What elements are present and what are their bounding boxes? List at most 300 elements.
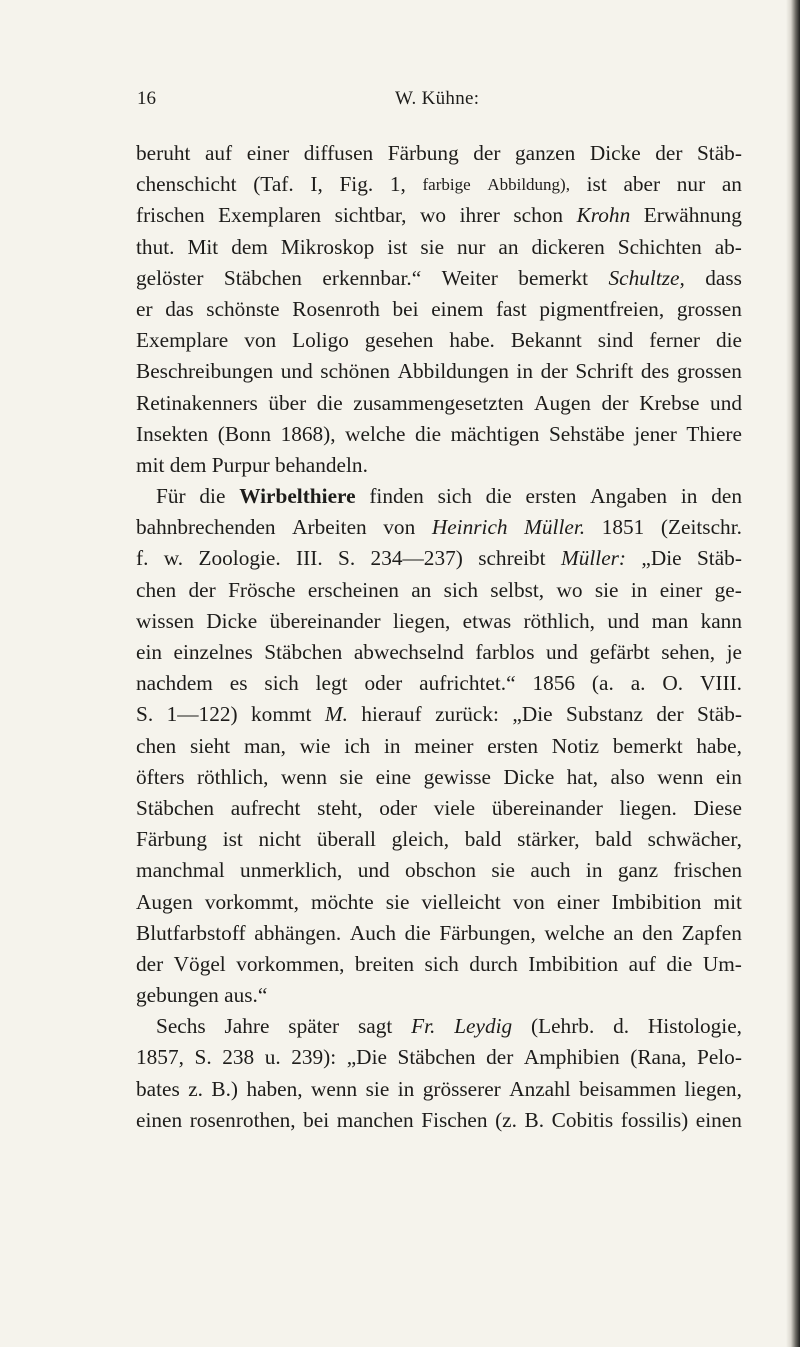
word: also bbox=[610, 764, 645, 789]
text-line bbox=[136, 512, 742, 543]
word: an bbox=[411, 577, 432, 602]
word: der bbox=[656, 702, 684, 727]
word: (z. bbox=[495, 1107, 517, 1132]
word: S. bbox=[136, 702, 154, 727]
word: Augen bbox=[534, 390, 591, 415]
word: etwas bbox=[462, 608, 512, 633]
word: sie bbox=[339, 764, 364, 789]
word: von bbox=[383, 515, 416, 540]
word: übereinander bbox=[269, 608, 381, 633]
word: einem bbox=[431, 296, 484, 321]
word: w. bbox=[163, 546, 184, 571]
word: einzelnes bbox=[173, 640, 253, 664]
text-line bbox=[136, 294, 742, 325]
word: die bbox=[404, 920, 431, 945]
word: öfters bbox=[136, 764, 185, 789]
word: Krohn bbox=[576, 203, 631, 228]
word: sich bbox=[443, 577, 478, 602]
word: Wirbelthiere bbox=[239, 484, 356, 509]
body-text bbox=[136, 138, 742, 1136]
word: welche bbox=[345, 421, 406, 446]
word: zurück: bbox=[435, 702, 499, 727]
word: und bbox=[357, 858, 390, 883]
word: bates bbox=[136, 1076, 180, 1101]
word: mit bbox=[136, 452, 165, 477]
word: auch bbox=[530, 858, 571, 883]
word: Schrift bbox=[575, 359, 634, 384]
word: in bbox=[585, 858, 603, 883]
word: d. bbox=[613, 1014, 630, 1039]
word: stärker, bbox=[517, 827, 580, 852]
word: wenn bbox=[311, 1076, 358, 1101]
word: auf bbox=[204, 141, 233, 165]
word: sehen, bbox=[661, 640, 716, 664]
word: Vögel bbox=[173, 951, 226, 976]
word: sie bbox=[420, 234, 445, 259]
word: überall bbox=[316, 827, 376, 852]
text-line bbox=[136, 1074, 742, 1105]
text-line bbox=[136, 824, 742, 855]
word: wissen bbox=[136, 608, 194, 633]
text-line bbox=[136, 138, 742, 169]
word: bei bbox=[303, 1107, 330, 1132]
word: ersten bbox=[487, 733, 539, 758]
page-header bbox=[0, 88, 800, 118]
page-number: 16 bbox=[137, 88, 156, 109]
word: behandeln. bbox=[275, 452, 368, 477]
word: Sechs bbox=[156, 1014, 206, 1039]
word: diffusen bbox=[303, 141, 374, 165]
word: Pelo- bbox=[696, 1045, 742, 1070]
word: vorkommt, bbox=[204, 889, 299, 914]
word: Stäbchen bbox=[397, 1045, 476, 1070]
word: Sehstäbe bbox=[548, 421, 625, 446]
word: B. bbox=[524, 1107, 545, 1132]
word: (Rana, bbox=[630, 1045, 687, 1070]
word: (Bonn bbox=[217, 421, 271, 446]
word: Imbibition bbox=[611, 889, 702, 914]
word: an bbox=[498, 234, 519, 259]
word: 1—122) bbox=[166, 702, 238, 727]
word: f. bbox=[136, 546, 149, 571]
word: Mikroskop bbox=[280, 234, 375, 259]
running-head: W. Kühne: bbox=[395, 88, 480, 109]
word: Augen bbox=[136, 889, 193, 914]
word: die bbox=[199, 484, 226, 509]
word: kommt bbox=[251, 702, 312, 727]
word: Fr. bbox=[411, 1014, 436, 1039]
word: dass bbox=[705, 265, 742, 290]
word: Leydig bbox=[454, 1014, 513, 1039]
word: ganzen bbox=[514, 141, 576, 165]
word: wenn bbox=[657, 764, 704, 789]
word: 1, bbox=[389, 172, 406, 197]
word: in bbox=[680, 484, 698, 509]
word: chenschicht bbox=[136, 172, 237, 197]
word: bemerkt bbox=[612, 733, 683, 758]
word: manchmal bbox=[136, 858, 225, 883]
word: in bbox=[383, 733, 401, 758]
word: Amphibien bbox=[523, 1045, 620, 1070]
word: Imbibition bbox=[528, 951, 619, 976]
text-line bbox=[136, 731, 742, 762]
word: später bbox=[288, 1014, 340, 1039]
word: des bbox=[640, 359, 670, 384]
word: habe. bbox=[449, 328, 495, 353]
word: Cobitis bbox=[551, 1107, 614, 1132]
word: in bbox=[516, 359, 533, 384]
word: oder bbox=[364, 671, 403, 696]
word: fast bbox=[495, 296, 527, 321]
scanned-page-edge bbox=[786, 0, 800, 1347]
word: sagt bbox=[357, 1014, 393, 1039]
word: sich bbox=[424, 951, 459, 976]
word: Stäb- bbox=[697, 702, 742, 727]
word: oder bbox=[379, 795, 418, 820]
word: schwächer, bbox=[647, 827, 742, 852]
word: Um- bbox=[702, 951, 742, 976]
word: die bbox=[715, 328, 742, 353]
word: Auch bbox=[349, 920, 397, 945]
word: pigmentfreien, bbox=[539, 296, 665, 321]
word: aufrecht bbox=[230, 795, 301, 820]
word: Für bbox=[156, 484, 186, 509]
word: sie bbox=[365, 1076, 390, 1101]
word: ganz bbox=[617, 858, 659, 883]
word: Müller. bbox=[524, 515, 586, 540]
word: der bbox=[486, 1045, 514, 1070]
word: welche bbox=[544, 920, 605, 945]
word: er bbox=[136, 296, 153, 321]
word: ab- bbox=[714, 234, 742, 259]
word: 1868), bbox=[280, 421, 336, 446]
word: übereinander bbox=[491, 795, 603, 820]
word: S. bbox=[194, 1045, 212, 1070]
word: mit bbox=[713, 889, 742, 914]
text-line bbox=[136, 606, 742, 637]
word: möchte bbox=[311, 889, 374, 914]
word: legt bbox=[315, 671, 348, 696]
word: schreibt bbox=[478, 546, 546, 571]
word: ein bbox=[136, 640, 163, 664]
text-line bbox=[136, 793, 742, 824]
word: bei bbox=[392, 296, 419, 321]
word: Insekten bbox=[136, 421, 209, 446]
word: Mit bbox=[187, 234, 219, 259]
word: man, bbox=[243, 733, 286, 758]
word: liegen, bbox=[684, 1076, 742, 1101]
word: in bbox=[630, 577, 648, 602]
word: sie bbox=[594, 577, 619, 602]
word: Zoologie. bbox=[198, 546, 281, 571]
word: gesehen bbox=[364, 328, 434, 353]
word: wenn bbox=[280, 764, 328, 789]
word: breiten bbox=[354, 951, 415, 976]
word: Abbildungen bbox=[397, 359, 509, 384]
word: und bbox=[710, 390, 742, 415]
word: über bbox=[268, 390, 307, 415]
word: sich bbox=[264, 671, 299, 696]
text-line bbox=[136, 949, 742, 980]
word: die bbox=[316, 390, 343, 415]
word: schönste bbox=[206, 296, 280, 321]
word: Krebse bbox=[639, 390, 700, 415]
word: gebungen bbox=[136, 983, 219, 1008]
word: erkennbar.“ bbox=[322, 265, 422, 290]
word: Färbung bbox=[136, 827, 207, 852]
word: Angaben bbox=[590, 484, 668, 509]
word: Stäbchen bbox=[264, 640, 343, 664]
word: Histologie, bbox=[647, 1014, 742, 1039]
text-line bbox=[136, 668, 742, 699]
word: Zapfen bbox=[681, 920, 742, 945]
word: vielleicht bbox=[421, 889, 501, 914]
word: Exemplare bbox=[136, 328, 229, 353]
word: der bbox=[540, 359, 568, 384]
word: bald bbox=[595, 827, 632, 852]
word: sieht bbox=[189, 733, 231, 758]
word: wie bbox=[299, 733, 331, 758]
word: Stäbchen bbox=[136, 795, 215, 820]
word: ge- bbox=[714, 577, 742, 602]
word: einer bbox=[556, 889, 600, 914]
word: farbige bbox=[422, 175, 471, 195]
word: „Die bbox=[512, 702, 553, 727]
word: beisammen bbox=[579, 1076, 677, 1101]
word: Fischen bbox=[421, 1107, 488, 1132]
word: bald bbox=[464, 827, 502, 852]
word: Schultze, bbox=[608, 265, 685, 290]
word: wo bbox=[556, 577, 583, 602]
word: schönen bbox=[320, 359, 391, 384]
word: „Die bbox=[346, 1045, 387, 1070]
word: ferner bbox=[649, 328, 701, 353]
word: chen bbox=[136, 733, 177, 758]
text-line bbox=[136, 169, 742, 200]
word: Müller: bbox=[560, 546, 627, 571]
word: Erwähnung bbox=[643, 203, 742, 228]
word: ich bbox=[344, 733, 371, 758]
word: in bbox=[397, 1076, 415, 1101]
text-line bbox=[136, 450, 742, 481]
word: farblos bbox=[475, 640, 535, 664]
word: 238 bbox=[222, 1045, 255, 1070]
text-line bbox=[136, 887, 742, 918]
word: dem bbox=[169, 452, 207, 477]
word: einer bbox=[659, 577, 703, 602]
word: einer bbox=[246, 141, 290, 165]
word: erscheinen bbox=[307, 577, 399, 602]
word: die bbox=[485, 484, 512, 509]
text-line bbox=[136, 1011, 742, 1042]
word: kann bbox=[700, 608, 742, 633]
word: Beschreibungen bbox=[136, 359, 274, 384]
word: Stäb- bbox=[696, 141, 742, 165]
word: die bbox=[666, 951, 693, 976]
word: ein bbox=[715, 764, 742, 789]
word: auf bbox=[628, 951, 656, 976]
word: und bbox=[280, 359, 313, 384]
word: O. bbox=[662, 671, 684, 696]
word: 1857, bbox=[136, 1045, 184, 1070]
word: und bbox=[545, 640, 578, 664]
text-line bbox=[136, 325, 742, 356]
word: (Taf. bbox=[253, 172, 294, 197]
word: grösserer bbox=[422, 1076, 501, 1101]
word: an bbox=[613, 920, 634, 945]
word: Schichten bbox=[617, 234, 702, 259]
word: sind bbox=[597, 328, 634, 353]
text-line bbox=[136, 388, 742, 419]
word: einen bbox=[136, 1107, 183, 1132]
word: (Lehrb. bbox=[531, 1014, 595, 1039]
word: ist bbox=[586, 172, 607, 197]
word: 239): bbox=[291, 1045, 337, 1070]
text-line bbox=[136, 1105, 742, 1136]
text-line bbox=[136, 481, 742, 512]
word: Frösche bbox=[228, 577, 296, 602]
word: gelöster bbox=[136, 265, 204, 290]
word: Weiter bbox=[441, 265, 498, 290]
text-line bbox=[136, 1042, 742, 1073]
word: nicht bbox=[258, 827, 302, 852]
word: Loligo bbox=[292, 328, 349, 353]
word: nur bbox=[676, 172, 706, 197]
text-line bbox=[136, 575, 742, 606]
word: Thiere bbox=[686, 421, 742, 446]
word: Notiz bbox=[551, 733, 600, 758]
word: Anzahl bbox=[509, 1076, 571, 1101]
word: Färbung bbox=[387, 141, 459, 165]
word: VIII. bbox=[699, 671, 742, 696]
word: habe, bbox=[696, 733, 742, 758]
word: frischen bbox=[673, 858, 742, 883]
word: 234—237) bbox=[370, 546, 463, 571]
word: frischen bbox=[136, 203, 205, 228]
word: thut. bbox=[136, 234, 175, 259]
word: der bbox=[601, 390, 629, 415]
word: aufrichtet.“ bbox=[419, 671, 516, 696]
word: den bbox=[711, 484, 742, 509]
word: Diese bbox=[693, 795, 742, 820]
word: Stäbchen bbox=[223, 265, 302, 290]
word: a. bbox=[630, 671, 646, 696]
word: z. bbox=[188, 1076, 203, 1101]
text-line bbox=[136, 356, 742, 387]
word: Bekannt bbox=[510, 328, 582, 353]
word: abhängen. bbox=[254, 920, 342, 945]
word: bahnbrechenden bbox=[136, 515, 276, 540]
word: einen bbox=[695, 1107, 742, 1132]
word: unmerklich, bbox=[240, 858, 343, 883]
word: je bbox=[726, 640, 742, 664]
word: der bbox=[136, 951, 164, 976]
word: gleich, bbox=[391, 827, 450, 852]
word: gefärbt bbox=[589, 640, 650, 664]
word: röthlich, bbox=[523, 608, 596, 633]
word: man bbox=[651, 608, 689, 633]
word: finden bbox=[369, 484, 424, 509]
word: sie bbox=[385, 889, 410, 914]
word: dickeren bbox=[531, 234, 605, 259]
word: hierauf bbox=[361, 702, 422, 727]
word: (a. bbox=[591, 671, 614, 696]
word: 1851 bbox=[601, 515, 645, 540]
text-line bbox=[136, 200, 742, 231]
word: dem bbox=[231, 234, 268, 259]
word: ist bbox=[387, 234, 408, 259]
word: S. bbox=[338, 546, 356, 571]
word: Dicke bbox=[503, 764, 555, 789]
text-line bbox=[136, 419, 742, 450]
word: zusammengesetzten bbox=[353, 390, 524, 415]
word: u. bbox=[264, 1045, 281, 1070]
word: an bbox=[721, 172, 742, 197]
word: die bbox=[415, 421, 442, 446]
word: meiner bbox=[414, 733, 474, 758]
word: aus.“ bbox=[224, 983, 268, 1008]
word: Fig. bbox=[339, 172, 374, 197]
word: Arbeiten bbox=[292, 515, 367, 540]
word: Exemplaren bbox=[218, 203, 322, 228]
word: beruht bbox=[136, 141, 191, 165]
word: abwechselnd bbox=[353, 640, 464, 664]
word: wo bbox=[420, 203, 447, 228]
word: röthlich, bbox=[196, 764, 269, 789]
word: „Die bbox=[641, 546, 682, 571]
word: von bbox=[512, 889, 545, 914]
word: grossen bbox=[676, 296, 742, 321]
word: es bbox=[229, 671, 248, 696]
word: durch bbox=[469, 951, 518, 976]
text-line bbox=[136, 543, 742, 574]
word: der bbox=[188, 577, 216, 602]
word: steht, bbox=[317, 795, 363, 820]
text-line bbox=[136, 699, 742, 730]
word: ist bbox=[222, 827, 243, 852]
word: haben, bbox=[246, 1076, 303, 1101]
word: Abbildung), bbox=[487, 175, 570, 195]
word: Färbungen, bbox=[439, 920, 536, 945]
word: liegen, bbox=[392, 608, 451, 633]
text-line bbox=[136, 980, 742, 1011]
word: viele bbox=[433, 795, 476, 820]
word: Jahre bbox=[224, 1014, 270, 1039]
text-line bbox=[136, 918, 742, 949]
word: (Zeitschr. bbox=[660, 515, 742, 540]
word: III. bbox=[296, 546, 323, 571]
word: Stäb- bbox=[696, 546, 742, 571]
word: bemerkt bbox=[518, 265, 589, 290]
word: grossen bbox=[676, 359, 742, 384]
word: Retinakenners bbox=[136, 390, 258, 415]
text-line bbox=[136, 232, 742, 263]
word: Rosenroth bbox=[292, 296, 380, 321]
word: sich bbox=[437, 484, 472, 509]
word: nur bbox=[457, 234, 486, 259]
word: vorkommen, bbox=[236, 951, 345, 976]
word: rosenrothen, bbox=[189, 1107, 296, 1132]
word: der bbox=[655, 141, 683, 165]
word: Blutfarbstoff bbox=[136, 920, 246, 945]
text-line bbox=[136, 263, 742, 294]
word: B.) bbox=[211, 1076, 239, 1101]
word: gewisse bbox=[423, 764, 491, 789]
word: Purpur bbox=[211, 452, 270, 477]
word: und bbox=[607, 608, 640, 633]
word: 1856 bbox=[532, 671, 576, 696]
word: der bbox=[473, 141, 501, 165]
